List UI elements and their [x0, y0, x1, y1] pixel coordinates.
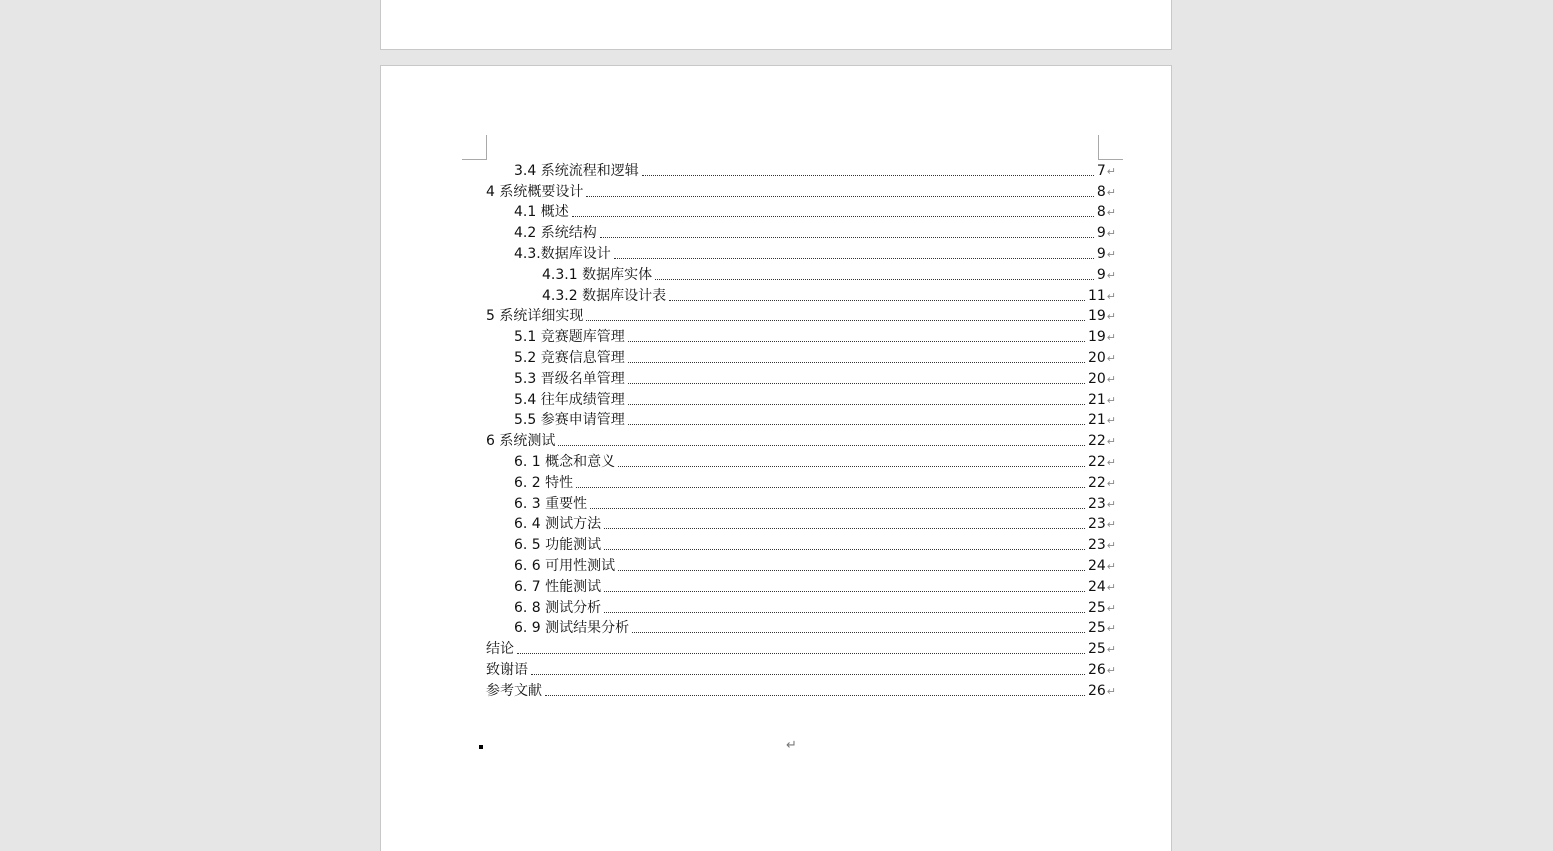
toc-entry-label: 3.4 系统流程和逻辑	[514, 162, 639, 179]
toc-dot-leader	[628, 404, 1085, 405]
toc-entry-page-number: 9	[1096, 245, 1106, 262]
table-of-contents	[486, 160, 1116, 701]
bullet-marker	[479, 745, 483, 749]
paragraph-mark: ↵	[1106, 684, 1116, 698]
paragraph-mark: ↵	[1106, 622, 1116, 636]
toc-entry-page-number: 21	[1087, 391, 1106, 408]
toc-entry-label: 5.3 晋级名单管理	[514, 370, 625, 387]
toc-entry[interactable]	[486, 576, 1116, 597]
toc-dot-leader	[632, 632, 1085, 633]
toc-entry-page-number: 24	[1087, 578, 1106, 595]
toc-dot-leader	[618, 466, 1085, 467]
toc-dot-leader	[628, 341, 1085, 342]
paragraph-mark: ↵	[1106, 476, 1116, 490]
toc-entry[interactable]	[486, 430, 1116, 451]
toc-entry-page-number: 8	[1096, 204, 1106, 221]
toc-entry[interactable]	[486, 514, 1116, 535]
toc-entry-label: 6. 1 概念和意义	[514, 453, 616, 470]
toc-entry-label: 6. 6 可用性测试	[514, 557, 616, 574]
toc-entry[interactable]	[486, 285, 1116, 306]
paragraph-mark: ↵	[1106, 643, 1116, 657]
toc-entry-page-number: 25	[1087, 599, 1106, 616]
toc-entry-page-number: 22	[1087, 474, 1106, 491]
toc-entry-label: 4.2 系统结构	[514, 225, 597, 242]
toc-entry[interactable]	[486, 493, 1116, 514]
paragraph-mark: ↵	[1106, 185, 1116, 199]
toc-entry-page-number: 7	[1096, 162, 1106, 179]
toc-dot-leader	[531, 674, 1085, 675]
margin-corner-top-left	[462, 135, 487, 160]
toc-entry-page-number: 20	[1087, 370, 1106, 387]
toc-entry-page-number: 20	[1087, 349, 1106, 366]
paragraph-mark: ↵	[1106, 435, 1116, 449]
toc-dot-leader	[572, 216, 1094, 217]
toc-entry-label: 5.4 往年成绩管理	[514, 391, 625, 408]
toc-dot-leader	[590, 508, 1085, 509]
toc-entry-page-number: 23	[1087, 516, 1106, 533]
toc-entry-label: 6 系统测试	[486, 433, 556, 450]
toc-entry-label: 4.3.数据库设计	[514, 245, 611, 262]
paragraph-mark: ↵	[1106, 310, 1116, 324]
paragraph-mark: ↵	[1106, 289, 1116, 303]
toc-dot-leader	[517, 653, 1085, 654]
toc-entry[interactable]	[486, 306, 1116, 327]
toc-entry-label: 5 系统详细实现	[486, 308, 584, 325]
toc-entry-label: 5.5 参赛申请管理	[514, 412, 625, 429]
paragraph-mark: ↵	[1106, 455, 1116, 469]
toc-dot-leader	[586, 320, 1085, 321]
toc-entry-page-number: 24	[1087, 557, 1106, 574]
toc-entry-label: 致谢语	[486, 661, 528, 678]
toc-entry[interactable]	[486, 347, 1116, 368]
toc-dot-leader	[604, 549, 1085, 550]
toc-entry[interactable]	[486, 472, 1116, 493]
toc-entry-label: 6. 2 特性	[514, 474, 574, 491]
toc-dot-leader	[628, 383, 1085, 384]
paragraph-mark: ↵	[1106, 559, 1116, 573]
toc-entry-page-number: 23	[1087, 495, 1106, 512]
toc-entry[interactable]	[486, 451, 1116, 472]
toc-entry-label: 6. 9 测试结果分析	[514, 620, 630, 637]
paragraph-mark: ↵	[1106, 497, 1116, 511]
toc-entry[interactable]	[486, 534, 1116, 555]
toc-entry[interactable]	[486, 618, 1116, 639]
paragraph-mark: ↵	[1106, 580, 1116, 594]
toc-entry-page-number: 19	[1087, 308, 1106, 325]
toc-entry-label: 5.2 竞赛信息管理	[514, 349, 625, 366]
toc-entry-label: 4.3.1 数据库实体	[542, 266, 653, 283]
paragraph-mark: ↵	[1106, 268, 1116, 282]
toc-entry-page-number: 25	[1087, 641, 1106, 658]
toc-entry-label: 结论	[486, 641, 514, 658]
toc-entry[interactable]	[486, 368, 1116, 389]
toc-entry[interactable]	[486, 264, 1116, 285]
toc-entry-page-number: 26	[1087, 682, 1106, 699]
paragraph-mark: ↵	[1106, 164, 1116, 178]
paragraph-mark: ↵	[1106, 351, 1116, 365]
toc-entry-page-number: 22	[1087, 453, 1106, 470]
toc-dot-leader	[604, 612, 1085, 613]
toc-dot-leader	[576, 487, 1085, 488]
toc-entry-page-number: 23	[1087, 537, 1106, 554]
toc-entry-page-number: 19	[1087, 329, 1106, 346]
toc-entry-page-number: 25	[1087, 620, 1106, 637]
toc-entry[interactable]	[486, 181, 1116, 202]
toc-entry-page-number: 21	[1087, 412, 1106, 429]
paragraph-mark: ↵	[1106, 414, 1116, 428]
toc-entry[interactable]	[486, 680, 1116, 701]
toc-entry-label: 6. 5 功能测试	[514, 537, 602, 554]
margin-corner-top-right	[1098, 135, 1123, 160]
paragraph-mark: ↵	[1106, 206, 1116, 220]
toc-entry-label: 4.3.2 数据库设计表	[542, 287, 667, 304]
toc-dot-leader	[558, 445, 1085, 446]
toc-entry-page-number: 11	[1087, 287, 1106, 304]
toc-entry[interactable]	[486, 659, 1116, 680]
current-page[interactable]	[380, 65, 1172, 851]
toc-entry-page-number: 9	[1096, 266, 1106, 283]
toc-dot-leader	[628, 424, 1085, 425]
paragraph-mark: ↵	[1106, 601, 1116, 615]
paragraph-mark: ↵	[1106, 518, 1116, 532]
toc-entry-label: 6. 4 测试方法	[514, 516, 602, 533]
toc-dot-leader	[600, 237, 1094, 238]
toc-entry-label: 5.1 竞赛题库管理	[514, 329, 625, 346]
toc-entry[interactable]	[486, 160, 1116, 181]
paragraph-mark: ↵	[1106, 247, 1116, 261]
paragraph-mark: ↵	[1106, 539, 1116, 553]
toc-entry[interactable]	[486, 222, 1116, 243]
toc-entry-label: 6. 3 重要性	[514, 495, 588, 512]
toc-entry[interactable]	[486, 202, 1116, 223]
toc-dot-leader	[545, 695, 1085, 696]
paragraph-mark: ↵	[1106, 393, 1116, 407]
toc-dot-leader	[614, 258, 1094, 259]
toc-dot-leader	[586, 196, 1094, 197]
paragraph-mark: ↵	[1106, 331, 1116, 345]
toc-dot-leader	[669, 300, 1085, 301]
previous-page	[380, 0, 1172, 50]
toc-entry[interactable]	[486, 326, 1116, 347]
toc-entry-label: 4.1 概述	[514, 204, 569, 221]
toc-entry[interactable]	[486, 597, 1116, 618]
toc-dot-leader	[618, 570, 1085, 571]
paragraph-mark: ↵	[786, 738, 797, 753]
paragraph-mark: ↵	[1106, 227, 1116, 241]
toc-entry-label: 4 系统概要设计	[486, 183, 584, 200]
toc-entry-page-number: 22	[1087, 433, 1106, 450]
toc-dot-leader	[642, 175, 1094, 176]
toc-dot-leader	[604, 528, 1085, 529]
toc-entry-label: 参考文献	[486, 682, 542, 699]
toc-entry[interactable]	[486, 555, 1116, 576]
toc-entry-label: 6. 7 性能测试	[514, 578, 602, 595]
toc-dot-leader	[628, 362, 1085, 363]
toc-entry[interactable]	[486, 410, 1116, 431]
toc-dot-leader	[655, 279, 1094, 280]
toc-dot-leader	[604, 591, 1085, 592]
paragraph-mark: ↵	[1106, 372, 1116, 386]
toc-entry[interactable]	[486, 243, 1116, 264]
toc-entry-label: 6. 8 测试分析	[514, 599, 602, 616]
toc-entry-page-number: 8	[1096, 183, 1106, 200]
toc-entry-page-number: 9	[1096, 225, 1106, 242]
toc-entry[interactable]	[486, 638, 1116, 659]
paragraph-mark: ↵	[1106, 663, 1116, 677]
toc-entry[interactable]	[486, 389, 1116, 410]
toc-entry-page-number: 26	[1087, 661, 1106, 678]
